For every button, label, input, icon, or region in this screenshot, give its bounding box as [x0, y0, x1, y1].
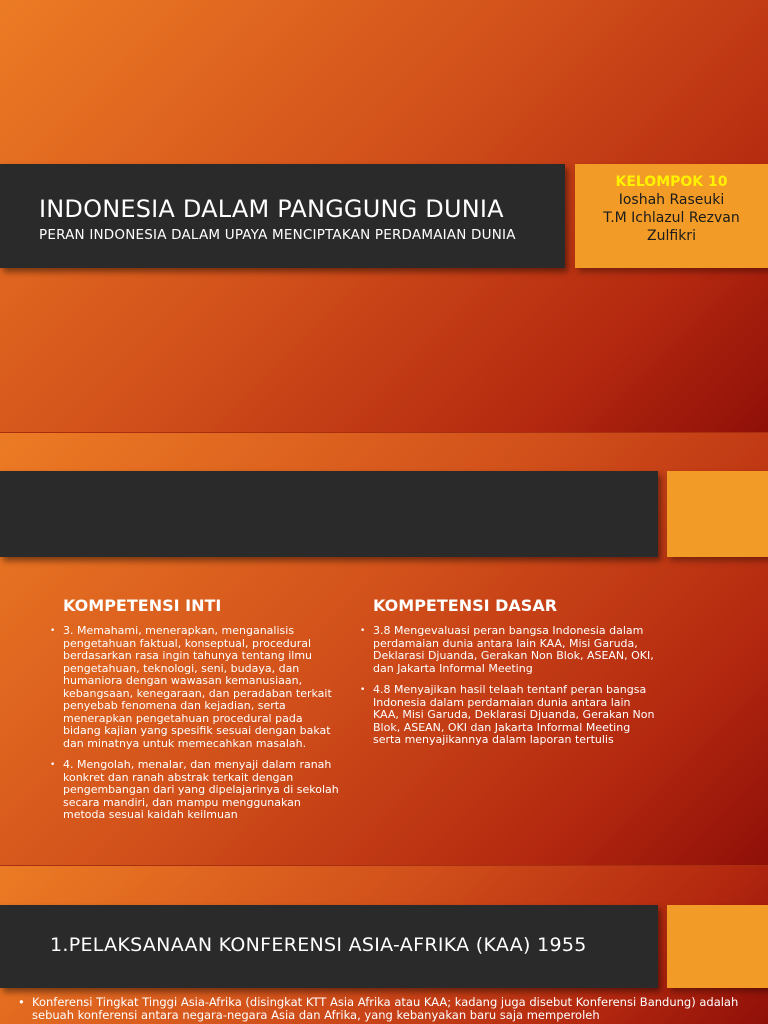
header-bar — [0, 471, 658, 557]
group-member: Ioshah Raseuki — [618, 192, 725, 208]
kompetensi-inti-list — [48, 625, 340, 822]
group-member: Zulfikri — [647, 228, 696, 244]
list-item: • 3. Memahami, menerapkan, menganalisis pengetahuan faktual, konseptual, procedural berdasarkan rasa ingin tahunya tentang ilmu pengetahuan, teknologi, seni, budaya, dan humaniora dengan wawasan kemanusiaan, kebangsaan, kenegaraan, dan peradaban terkait penyebab fenomena dan kejadian, serta menerapkan pengetahuan procedural pada bidang kajian yang spesifik sesuai dengan bakat dan minatnya untuk memecahkan masalah. — [48, 625, 340, 750]
kompetensi-dasar-heading: KOMPETENSI DASAR — [373, 596, 558, 615]
title-slide — [0, 0, 768, 432]
accent-box — [667, 905, 768, 988]
kompetensi-inti-heading: KOMPETENSI INTI — [63, 596, 222, 615]
group-title: KELOMPOK 10 — [615, 174, 728, 190]
list-item: • 4.8 Menyajikan hasil telaah tentanf peran bangsa Indonesia dalam perdamaian dunia antara lain KAA, Misi Garuda, Deklarasi Djuanda, Gerakan Non Blok, ASEAN, OKI dan Jakarta Informal Meeting serta menyajikannya dalam laporan tertulis — [358, 684, 658, 747]
kaa-slide — [0, 866, 768, 1024]
accent-box — [667, 471, 768, 557]
slide-subtitle: PERAN INDONESIA DALAM UPAYA MENCIPTAKAN PERDAMAIAN DUNIA — [39, 227, 516, 243]
kompetensi-dasar-column — [358, 596, 658, 756]
kompetensi-dasar-list — [358, 625, 658, 747]
kompetensi-inti-column — [48, 596, 340, 831]
list-item: • 3.8 Mengevaluasi peran bangsa Indonesia dalam perdamaian dunia antara lain KAA, Misi Garuda, Deklarasi Djuanda, Gerakan Non Blok, ASEAN, OKI, dan Jakarta Informal Meeting — [358, 625, 658, 675]
list-item: • 4. Mengolah, menalar, dan menyaji dalam ranah konkret dan ranah abstrak terkait dengan pengembangan dari yang dipelajarinya di sekolah secara mandiri, dan mampu menggunakan metoda sesuai kaidah keilmuan — [48, 759, 340, 822]
competency-slide — [0, 433, 768, 865]
section-title: 1.PELAKSANAAN KONFERENSI ASIA-AFRIKA (KAA) 1955 — [50, 934, 587, 956]
group-info — [575, 173, 768, 245]
group-member: T.M Ichlazul Rezvan — [603, 210, 740, 226]
list-item: • Konferensi Tingkat Tinggi Asia-Afrika (disingkat KTT Asia Afrika atau KAA; kadang juga disebut Konferensi Bandung) adalah sebuah konferensi antara negara-negara Asia dan Afrika, yang kebanyakan baru saja memperoleh — [18, 996, 762, 1022]
slide-title: INDONESIA DALAM PANGGUNG DUNIA — [39, 195, 504, 223]
